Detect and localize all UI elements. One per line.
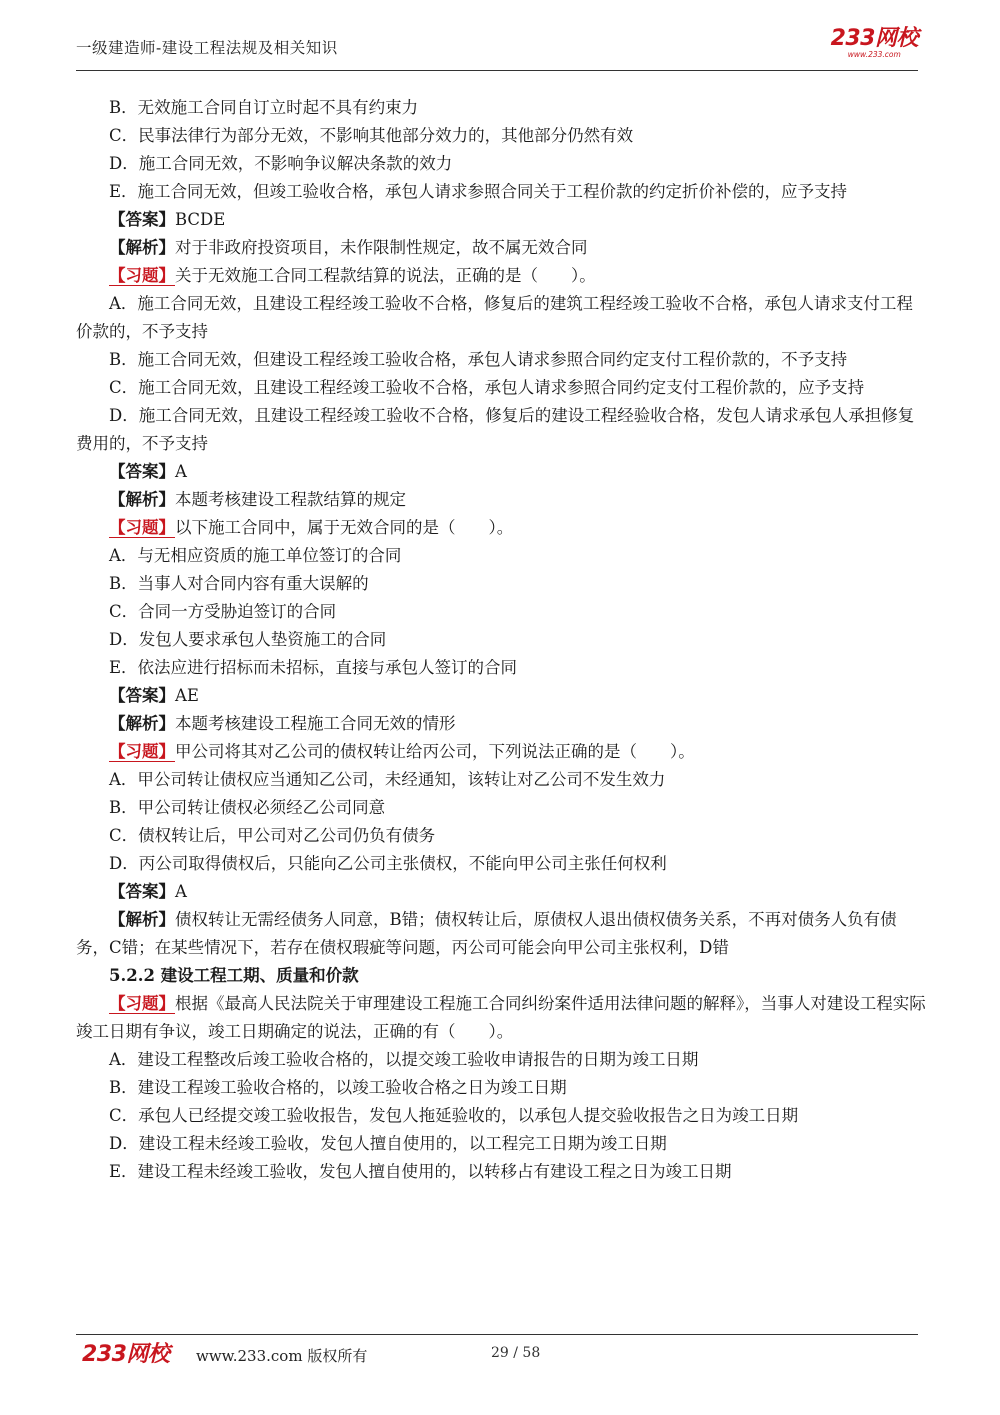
option-line: C．施工合同无效，且建设工程经竣工验收不合格，承包人请求参照合同约定支付工程价款的，应予支持: [109, 378, 865, 397]
answer-tag: 【答案】: [109, 462, 175, 481]
answer-text: AE: [175, 686, 199, 705]
answer-line: [76, 206, 926, 234]
option-line: E．施工合同无效，但竣工验收合格，承包人请求参照合同关于工程价款的约定折价补偿的，应予支持: [109, 182, 848, 201]
analysis-tag: 【解析】: [109, 238, 175, 257]
answer-line: [76, 682, 926, 710]
option-line: C．合同一方受胁迫签订的合同: [109, 602, 337, 621]
option-line: A．甲公司转让债权应当通知乙公司，未经通知，该转让对乙公司不发生效力: [109, 770, 666, 789]
option-line: B．无效施工合同自订立时起不具有约束力: [109, 98, 419, 117]
logo[interactable]: [831, 28, 918, 59]
analysis-tag: 【解析】: [109, 714, 175, 733]
option-line: C．承包人已经提交竣工验收报告，发包人拖延验收的，以承包人提交验收报告之日为竣工日期: [109, 1106, 799, 1125]
section-heading: 5.2.2 建设工程工期、质量和价款: [109, 966, 359, 985]
exercise-line: [76, 738, 926, 766]
answer-text: BCDE: [175, 210, 226, 229]
exercise-tag: 【习题】: [109, 266, 175, 285]
page-footer: [76, 1334, 918, 1367]
answer-tag: 【答案】: [109, 686, 175, 705]
option-line: B．建设工程竣工验收合格的，以竣工验收合格之日为竣工日期: [109, 1078, 567, 1097]
analysis-text: 本题考核建设工程施工合同无效的情形: [175, 714, 456, 733]
answer-line: [76, 458, 926, 486]
exercise-text: 根据《最高人民法院关于审理建设工程施工合同纠纷案件适用法律问题的解释》，当事人对建设工程实际竣工日期有争议，竣工日期确定的说法，正确的有（ ）。: [76, 994, 926, 1041]
exercise-line: [76, 990, 926, 1046]
answer-text: A: [175, 462, 187, 481]
analysis-line: [76, 486, 926, 514]
analysis-tag: 【解析】: [109, 910, 175, 929]
option-line: B．甲公司转让债权必须经乙公司同意: [109, 798, 386, 817]
option-line: E．依法应进行招标而未招标，直接与承包人签订的合同: [109, 658, 518, 677]
exercise-text: 甲公司将其对乙公司的债权转让给丙公司，下列说法正确的是（ ）。: [175, 742, 695, 761]
analysis-line: [76, 906, 926, 962]
analysis-text: 对于非政府投资项目，未作限制性规定，故不属无效合同: [175, 238, 588, 257]
analysis-line: [76, 234, 926, 262]
exercise-tag: 【习题】: [109, 994, 175, 1013]
option-line: C．民事法律行为部分无效，不影响其他部分效力的，其他部分仍然有效: [109, 126, 634, 145]
option-line: D．发包人要求承包人垫资施工的合同: [109, 630, 387, 649]
page-header: [76, 0, 918, 71]
analysis-text: 债权转让无需经债务人同意，B错；债权转让后，原债权人退出债权债务关系，不再对债务人负有债务，C错；在某些情况下，若存在债权瑕疵等问题，丙公司可能会向甲公司主张权利，D错: [76, 910, 897, 957]
answer-line: [76, 878, 926, 906]
document-body: [76, 94, 926, 1186]
exercise-text: 以下施工合同中，属于无效合同的是（ ）。: [175, 518, 514, 537]
option-line: C．债权转让后，甲公司对乙公司仍负有债务: [109, 826, 436, 845]
exercise-line: [76, 262, 926, 290]
footer-logo[interactable]: 233网校: [82, 1342, 170, 1367]
option-line: A．施工合同无效，且建设工程经竣工验收不合格，修复后的建筑工程经竣工验收不合格，承包人请求支付工程价款的，不予支持: [76, 294, 913, 341]
exercise-tag: 【习题】: [109, 518, 175, 537]
page-number: 29 / 58: [491, 1345, 541, 1361]
answer-text: A: [175, 882, 187, 901]
analysis-line: [76, 710, 926, 738]
logo-url: www.233.com: [847, 50, 901, 59]
exercise-line: [76, 514, 926, 542]
exercise-tag: 【习题】: [109, 742, 175, 761]
answer-tag: 【答案】: [109, 882, 175, 901]
option-line: D．施工合同无效，且建设工程经竣工验收不合格，修复后的建设工程经验收合格，发包人请求承包人承担修复费用的，不予支持: [76, 406, 915, 453]
analysis-tag: 【解析】: [109, 490, 175, 509]
option-line: D．施工合同无效，不影响争议解决条款的效力: [109, 154, 453, 173]
option-line: B．当事人对合同内容有重大误解的: [109, 574, 369, 593]
option-line: D．建设工程未经竣工验收，发包人擅自使用的，以工程完工日期为竣工日期: [109, 1134, 667, 1153]
footer-copyright: www.233.com 版权所有: [196, 1347, 368, 1365]
logo-text: 233网校: [830, 26, 918, 51]
option-line: A．建设工程整改后竣工验收合格的，以提交竣工验收申请报告的日期为竣工日期: [109, 1050, 699, 1069]
exercise-text: 关于无效施工合同工程款结算的说法，正确的是（ ）。: [175, 266, 596, 285]
analysis-text: 本题考核建设工程款结算的规定: [175, 490, 406, 509]
option-line: A．与无相应资质的施工单位签订的合同: [109, 546, 402, 565]
answer-tag: 【答案】: [109, 210, 175, 229]
header-title: 一级建造师-建设工程法规及相关知识: [76, 39, 338, 57]
option-line: D．丙公司取得债权后，只能向乙公司主张债权，不能向甲公司主张任何权利: [109, 854, 667, 873]
option-line: B．施工合同无效，但建设工程经竣工验收合格，承包人请求参照合同约定支付工程价款的，不予支持: [109, 350, 848, 369]
option-line: E．建设工程未经竣工验收，发包人擅自使用的，以转移占有建设工程之日为竣工日期: [109, 1162, 732, 1181]
